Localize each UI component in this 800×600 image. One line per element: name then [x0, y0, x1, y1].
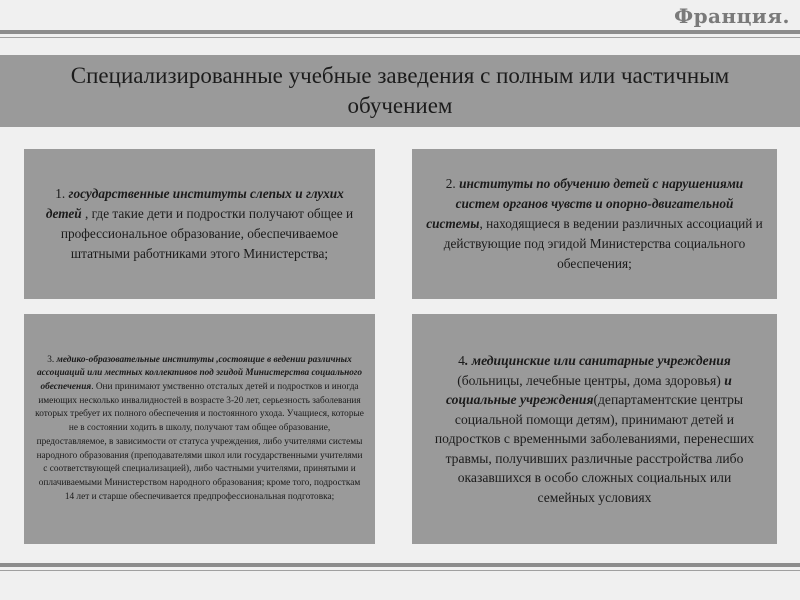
card-body-b: (департаментские центры социальной помощи детям), принимают детей и подростков с временными заболеваниями, перенесших травмы, получивших различные расстройства либо оказавшихся в особо сложных социальных или семейных условиях	[434, 392, 755, 505]
page-title: Специализированные учебные заведения с полным или частичным обучением	[70, 63, 730, 118]
card-text	[34, 354, 365, 505]
card-number: 3.	[47, 354, 57, 365]
card-emphasis: институты по обучению детей с нарушениями систем органов чувств и опорно-двигательной системы	[426, 176, 744, 231]
card-body: . Они принимают умственно отсталых детей и подростков и иногда имеющих несколько инвалидностей в возрасте 3-20 лет, серьезность заболевания которых требует их полного обеспечения и постоянного ухода. Учащиеся, которые не в состоянии ходить в школу, получают там общее образование, предоставляемое, в зависимости от статуса учреждения, либо учителями системы народного образования (преподавателями школ или государственными учителями с соответствующей специализацией), либо частными учителями, принятыми и оплачиваемыми Министерством народного образования; кроме того, подросткам 14 лет и старше обеспечивается предпрофессиональная подготовка;	[35, 382, 364, 502]
card-emphasis-medical: . медицинские или санитарные учреждения	[464, 353, 731, 368]
card-number: 4	[458, 353, 465, 368]
top-divider-thick	[0, 30, 800, 34]
title-band	[0, 55, 800, 127]
card-text	[426, 174, 763, 274]
card-medical-educational-institutes	[24, 314, 375, 544]
card-sensory-institutes	[412, 149, 777, 299]
card-number: 1.	[55, 186, 69, 201]
top-divider-thin	[0, 37, 800, 38]
bottom-divider-thin	[0, 570, 800, 571]
card-state-institutes	[24, 149, 375, 299]
card-text	[430, 351, 759, 507]
bottom-divider-thick	[0, 563, 800, 567]
card-body: , где такие дети и подростки получают общее и профессиональное образование, обеспечиваемое штатными работниками этого Министерства;	[60, 206, 354, 261]
card-emphasis: государственные институты слепых и глухих детей	[45, 186, 344, 221]
brand-logo: Франция.	[674, 4, 790, 28]
card-medical-social-institutions	[412, 314, 777, 544]
card-number: 2.	[445, 176, 460, 191]
card-text	[38, 184, 361, 264]
card-body-a: (больницы, лечебные центры, дома здоровья)	[457, 372, 725, 388]
card-emphasis: медико-образовательные институты ,состоящие в ведении различных ассоциаций или местных коллективов под эгидой Министерства социального обеспечения	[37, 354, 362, 393]
card-body: , находящиеся в ведении различных ассоциаций и действующие под эгидой Министерства социального обеспечения;	[443, 216, 763, 271]
card-emphasis-social: и социальные учреждения	[445, 372, 732, 407]
